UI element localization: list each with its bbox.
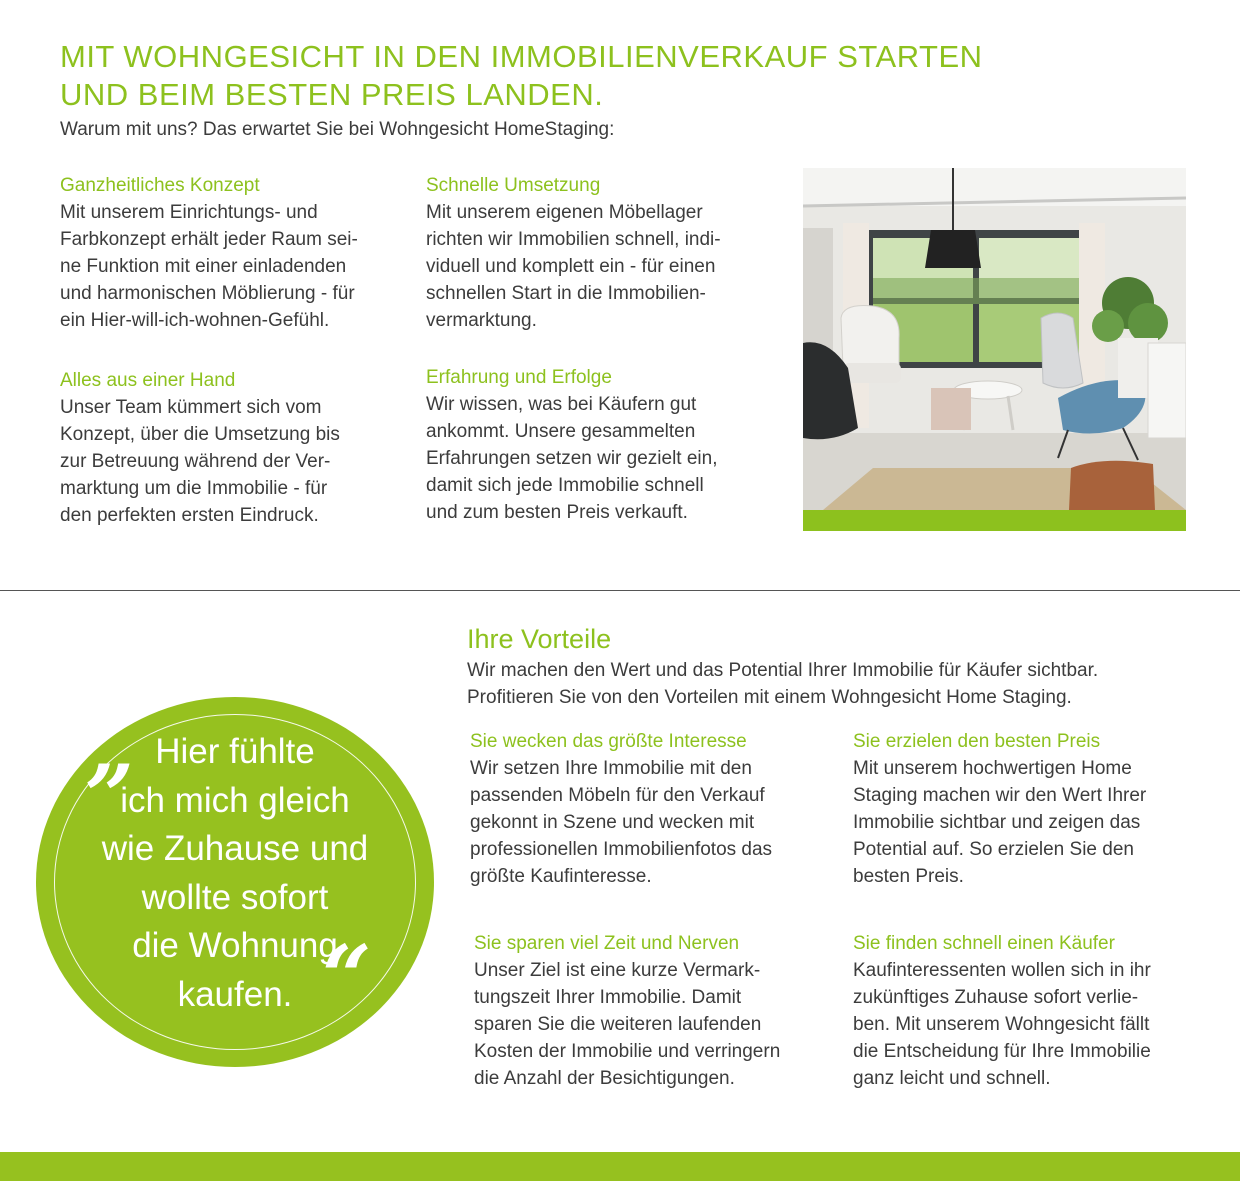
feature-text: Mit unserem Einrichtungs- und Farbkonzept erhält jeder Raum sei- ne Funktion mit einer einladenden und harmonischen Möblierung - für ein Hier-will-ich-wohnen-Gefühl.	[60, 202, 358, 331]
feature-text: Wir wissen, was bei Käufern gut ankommt. Unsere gesammelten Erfahrungen setzen wir gezielt ein, damit sich jede Immobilie schnell und zum besten Preis verkauft.	[426, 394, 718, 523]
advantage-title: Sie sparen viel Zeit und Nerven	[474, 933, 740, 954]
advantage-title: Sie wecken das größte Interesse	[470, 731, 747, 752]
quote-close-mark: “	[322, 927, 372, 1028]
advantage-interesse	[470, 729, 830, 890]
footer-accent-bar	[0, 1152, 1240, 1181]
feature-block-eine-hand	[60, 368, 400, 529]
feature-title: Erfahrung und Erfolge	[426, 367, 612, 388]
headline-line-1: MIT WOHNGESICHT IN DEN IMMOBILIENVERKAUF STARTEN	[60, 39, 983, 74]
feature-block-erfahrung	[426, 365, 766, 526]
advantage-title: Sie erzielen den besten Preis	[853, 731, 1101, 752]
advantage-text: Kaufinteressenten wollen sich in ihr zukünftiges Zuhause sofort verlie- ben. Mit unserem Wohngesicht fällt die Entscheidung für Ihre Immobilie ganz leicht und schnell.	[853, 960, 1151, 1089]
page-headline	[60, 38, 1060, 114]
advantage-text: Unser Ziel ist eine kurze Vermark- tungszeit Ihrer Immobilie. Damit sparen Sie die weiteren laufenden Kosten der Immobilie und verringern die Anzahl der Besichtigungen.	[474, 960, 781, 1089]
section-divider	[0, 590, 1240, 591]
photo-accent-bar	[803, 510, 1186, 531]
feature-title: Schnelle Umsetzung	[426, 175, 601, 196]
feature-title: Alles aus einer Hand	[60, 370, 236, 391]
feature-text: Mit unserem eigenen Möbellager richten wir Immobilien schnell, indi- viduell und komplett ein - für einen schnellen Start in die Immobilien- vermarktung.	[426, 202, 721, 331]
quote-open-mark: „	[86, 697, 136, 798]
advantage-text: Wir setzen Ihre Immobilie mit den passenden Möbeln für den Verkauf gekonnt in Szene und wecken mit professionellen Immobilienfotos das größte Kaufinteresse.	[470, 758, 773, 887]
advantages-intro: Wir machen den Wert und das Potential Ihrer Immobilie für Käufer sichtbar. Profitieren Sie von den Vorteilen mit einem Wohngesicht Home Staging.	[467, 660, 1099, 708]
living-room-photo	[803, 168, 1186, 510]
advantage-preis	[853, 729, 1213, 890]
feature-title: Ganzheitliches Konzept	[60, 175, 260, 196]
feature-text: Unser Team kümmert sich vom Konzept, über die Umsetzung bis zur Betreuung während der Ver- marktung um die Immobilie - für den perfekten ersten Eindruck.	[60, 397, 340, 526]
feature-block-konzept	[60, 173, 400, 334]
advantage-text: Mit unserem hochwertigen Home Staging machen wir den Wert Ihrer Immobilie sichtbar und zeigen das Potential auf. So erzielen Sie den besten Preis.	[853, 758, 1147, 887]
advantage-title: Sie finden schnell einen Käufer	[853, 933, 1115, 954]
advantages-title: Ihre Vorteile	[467, 624, 612, 654]
feature-block-umsetzung	[426, 173, 766, 334]
advantage-kaeufer	[853, 931, 1213, 1092]
advantage-zeit	[474, 931, 834, 1092]
headline-line-2: UND BEIM BESTEN PREIS LANDEN.	[60, 77, 604, 112]
testimonial-quote: Hier fühlte ich mich gleich wie Zuhause und wollte sofort die Wohnung kaufen.	[101, 732, 369, 1014]
intro-text: Warum mit uns? Das erwartet Sie bei Wohngesicht HomeStaging:	[60, 119, 615, 140]
